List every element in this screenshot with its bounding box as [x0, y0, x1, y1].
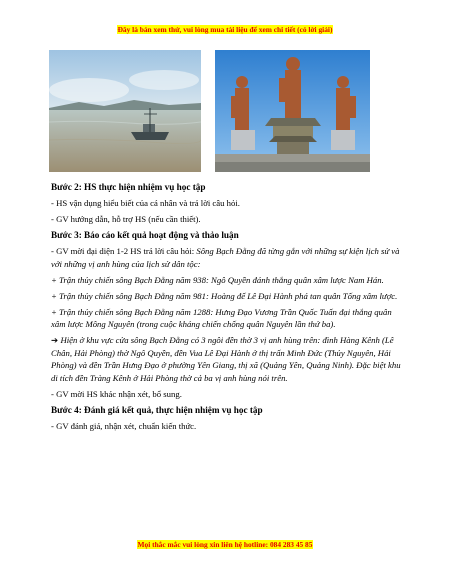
river-boat-photo [49, 50, 201, 172]
step3-intro-question: Sông Bạch Đằng đã từng gắn với những sự kiện lịch sử và với những vị anh hùng của lịch sử dân tộc: [51, 246, 400, 269]
battle-938: + Trận thủy chiến sông Bạch Đằng năm 938: Ngô Quyền đánh thắng quân xâm lược Nam Hán. [51, 274, 384, 285]
step2-item-1: - HS vận dụng hiểu biết của cá nhân và trả lời câu hỏi. [51, 198, 240, 208]
battle-1288: + Trận thủy chiến sông Bạch Đằng năm 1288: Hưng Đạo Vương Trần Quốc Tuấn đại thắng quân xâm lược Mông Nguyên (trong cuộc kháng chiến chống quân Nguyên lần thứ ba). [51, 306, 392, 329]
preview-notice-banner [0, 25, 450, 34]
step3-heading: Bước 3: Báo cáo kết quả hoạt động và thảo luận [51, 230, 239, 240]
battle-981: + Trận thủy chiến sông Bạch Đằng năm 981: Hoàng đế Lê Đại Hành phá tan quân Tống xâm lược. [51, 290, 398, 301]
arrow-icon: ➔ [51, 335, 59, 345]
temples-text: Hiện ở khu vực cửa sông Bạch Đằng có 3 ngôi đền thờ 3 vị anh hùng trên: đình Hàng Kênh (Lê Chân, Hải Phòng) thờ Ngô Quyền, đền Vua Lê Đại Hành ở thị trấn Minh Đức (Thủy Nguyên, Hải Phòng) và đền Trần Hưng Đạo ở phường Yên Giang, thị xã (Quảng Yên, Quảng Ninh). Đặc biệt khu di tích đền Tràng Kênh ở Hải Phòng thờ cả ba vị anh hùng nói trên. [51, 335, 401, 383]
temples-paragraph [51, 334, 403, 384]
step3-intro-text: - GV mời đại diện 1-2 HS trả lời câu hỏi: [51, 246, 197, 256]
hotline-banner [0, 540, 450, 549]
step4-heading: Bước 4: Đánh giá kết quả, thực hiện nhiệm vụ học tập [51, 404, 263, 415]
step2-item-2: - GV hướng dẫn, hỗ trợ HS (nếu cần thiết). [51, 214, 201, 224]
heroes-statues-photo [215, 50, 370, 172]
step3-closing: - GV mời HS khác nhận xét, bổ sung. [51, 388, 182, 399]
document-body [51, 181, 403, 432]
preview-notice-text: Đây là bản xem thử, vui lòng mua tài liệu để xem chi tiết (có lời giải) [117, 25, 333, 34]
step3-intro [51, 245, 403, 270]
step4-item-1: - GV đánh giá, nhận xét, chuẩn kiến thức. [51, 420, 197, 431]
step2-heading: Bước 2: HS thực hiện nhiệm vụ học tập [51, 182, 206, 192]
hotline-text: Mọi thắc mắc vui lòng xin liên hệ hotline: 084 283 45 85 [137, 540, 313, 549]
